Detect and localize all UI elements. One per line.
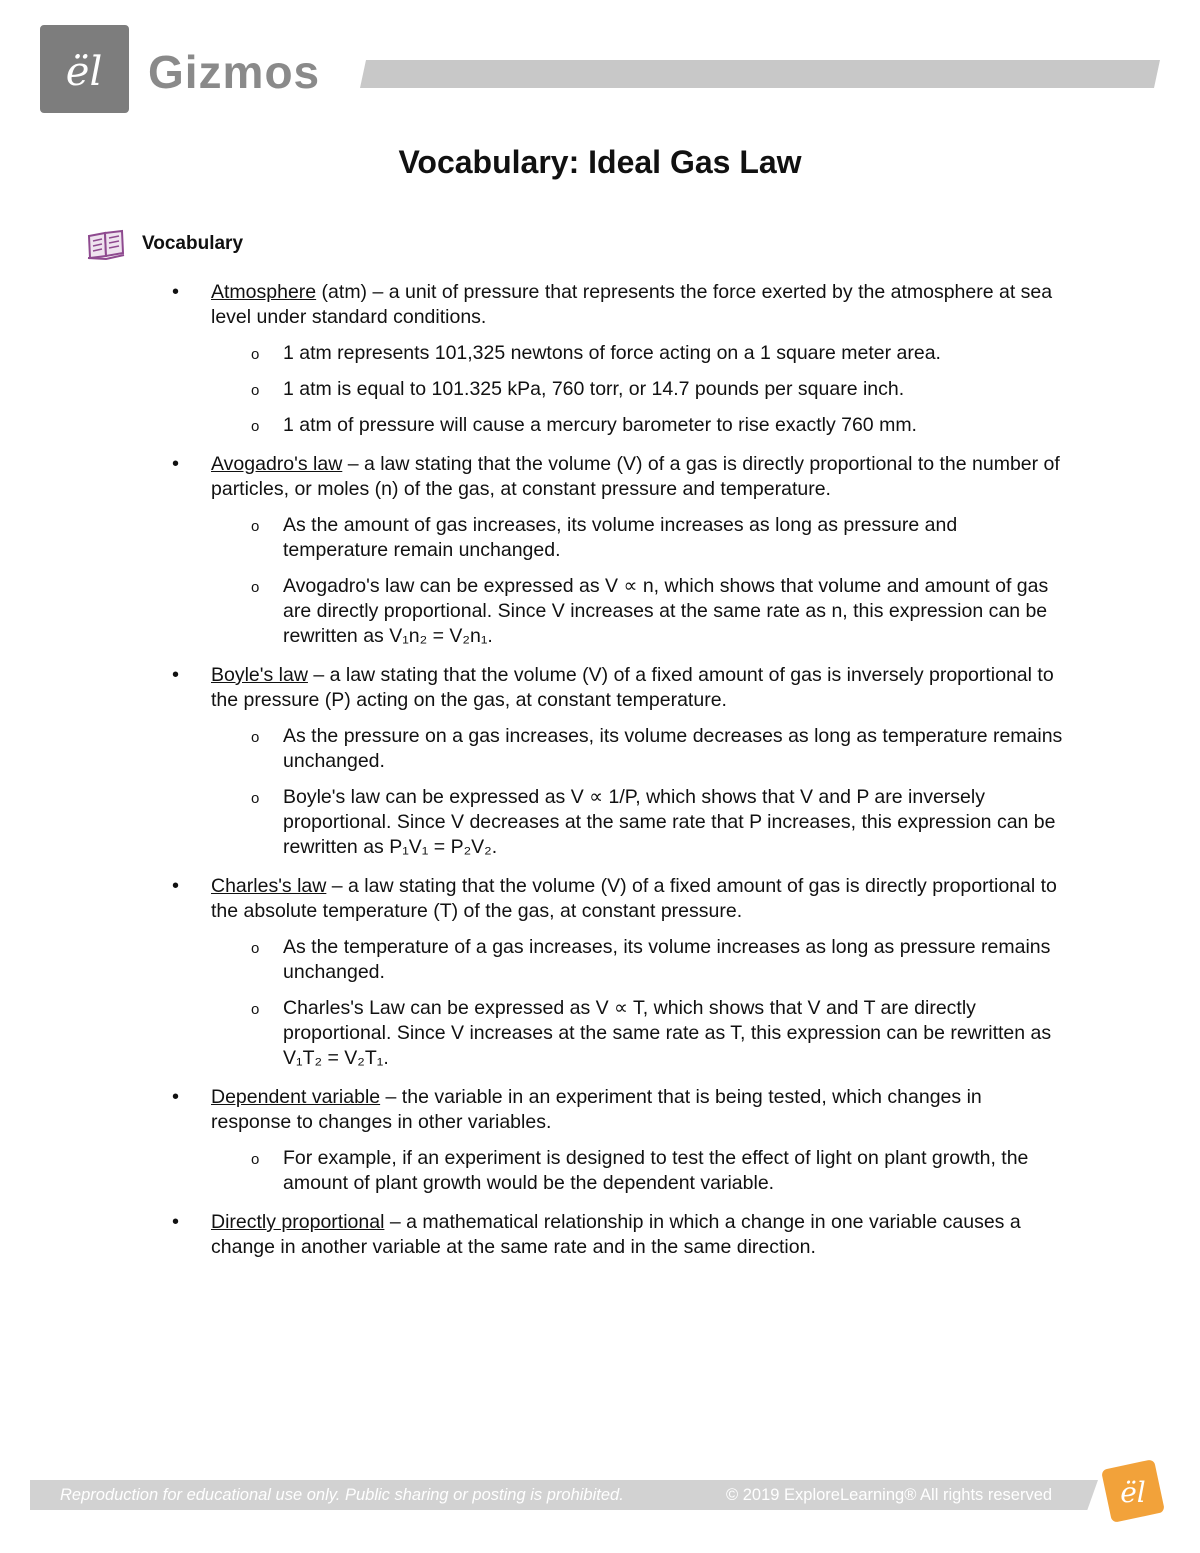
sub-bullet-marker: o xyxy=(251,518,260,535)
term-entry xyxy=(211,874,1061,924)
sub-list xyxy=(211,935,1061,1071)
term-name: Dependent variable xyxy=(211,1086,381,1108)
logo-glyph-text: ël xyxy=(65,49,103,95)
term-item xyxy=(0,1085,1061,1196)
vocabulary-list xyxy=(0,280,1200,1274)
sub-bullet-marker: o xyxy=(251,418,260,435)
sub-bullet-marker: o xyxy=(251,346,260,363)
sub-list-item xyxy=(211,1146,1063,1196)
sub-list-item xyxy=(211,377,1063,402)
sub-bullet-marker: o xyxy=(251,1001,260,1018)
sub-item-text: Avogadro's law can be expressed as V ∝ n, which shows that volume and amount of gas are directly proportional. Since V increases at the same rate as n, this expression can be rewritten as V₁n₂ = V₂n₁. xyxy=(283,575,1049,647)
sub-list xyxy=(211,341,1061,438)
footer-logo-icon xyxy=(1098,1458,1168,1526)
page-header xyxy=(0,0,1200,130)
term-entry xyxy=(211,452,1061,502)
term-name: Atmosphere xyxy=(211,281,317,303)
term-definition: – a mathematical relationship in which a change in one variable causes a change in another variable at the same rate and in the same direction. xyxy=(211,1211,1021,1258)
section-heading: Vocabulary xyxy=(142,233,244,254)
sub-item-text: 1 atm is equal to 101.325 kPa, 760 torr, or 14.7 pounds per square inch. xyxy=(283,378,905,400)
footer-notice: Reproduction for educational use only. Public sharing or posting is prohibited. xyxy=(60,1486,624,1504)
sub-item-text: Boyle's law can be expressed as V ∝ 1/P, which shows that V and P are inversely proportional. Since V decreases at the same rate that P increases, this expression can be rewritten as P₁V₁ = P₂V₂. xyxy=(283,786,1056,858)
vocabulary-section-header xyxy=(86,228,486,264)
sub-list-item xyxy=(211,341,1063,366)
term-item xyxy=(0,663,1061,860)
brand-name: Gizmos xyxy=(148,46,321,98)
sub-list-item xyxy=(211,935,1063,985)
sub-bullet-marker: o xyxy=(251,729,260,746)
term-entry xyxy=(211,1210,1061,1260)
sub-bullet-marker: o xyxy=(251,579,260,596)
sub-list-item xyxy=(211,574,1063,649)
term-name: Avogadro's law xyxy=(211,453,343,475)
bullet-marker: • xyxy=(172,1211,180,1233)
sub-list-item xyxy=(211,996,1063,1071)
sub-bullet-marker: o xyxy=(251,790,260,807)
footer-logo-glyph: ël xyxy=(1120,1476,1146,1509)
sub-list xyxy=(211,1146,1061,1196)
book-icon xyxy=(86,228,126,262)
bullet-marker: • xyxy=(172,875,180,897)
term-item xyxy=(0,452,1061,649)
term-entry xyxy=(211,663,1061,713)
page-footer xyxy=(30,1476,1120,1512)
bullet-marker: • xyxy=(172,281,180,303)
sub-list xyxy=(211,513,1061,649)
term-name: Boyle's law xyxy=(211,664,308,686)
sub-list-item xyxy=(211,724,1063,774)
sub-item-text: As the pressure on a gas increases, its volume decreases as long as temperature remains unchanged. xyxy=(283,725,1063,772)
sub-bullet-marker: o xyxy=(251,940,260,957)
term-item xyxy=(0,874,1061,1071)
sub-item-text: 1 atm of pressure will cause a mercury barometer to rise exactly 760 mm. xyxy=(283,414,917,436)
sub-item-text: For example, if an experiment is designed to test the effect of light on plant growth, the amount of plant growth would be the dependent variable. xyxy=(283,1147,1029,1194)
term-entry xyxy=(211,280,1061,330)
sub-bullet-marker: o xyxy=(251,382,260,399)
explorelearning-logo xyxy=(40,25,129,113)
bullet-marker: • xyxy=(172,1086,180,1108)
term-name: Charles's law xyxy=(211,875,327,897)
sub-item-text: As the amount of gas increases, its volume increases as long as pressure and temperature remain unchanged. xyxy=(283,514,958,561)
sub-item-text: 1 atm represents 101,325 newtons of force acting on a 1 square meter area. xyxy=(283,342,941,364)
sub-item-text: Charles's Law can be expressed as V ∝ T, which shows that V and T are directly proportional. Since V increases at the same rate as T, this expression can be rewritten as V₁T₂ = V₂T₁. xyxy=(283,997,1052,1069)
sub-list xyxy=(211,724,1061,860)
term-item xyxy=(0,1210,1061,1260)
term-definition: – the variable in an experiment that is being tested, which changes in response to changes in other variables. xyxy=(211,1086,982,1133)
page-title: Vocabulary: Ideal Gas Law xyxy=(398,144,802,180)
sub-bullet-marker: o xyxy=(251,1151,260,1168)
term-definition: – a law stating that the volume (V) of a gas is directly proportional to the number of particles, or moles (n) of the gas, at constant pressure and temperature. xyxy=(211,453,1060,500)
term-definition: – a law stating that the volume (V) of a fixed amount of gas is inversely proportional to the pressure (P) acting on the gas, at constant temperature. xyxy=(211,664,1054,711)
footer-copyright: © 2019 ExploreLearning® All rights reserved xyxy=(726,1486,1053,1504)
bullet-marker: • xyxy=(172,664,180,686)
term-item xyxy=(0,280,1061,438)
term-definition: (atm) – a unit of pressure that represents the force exerted by the atmosphere at sea level under standard conditions. xyxy=(211,281,1053,328)
sub-list-item xyxy=(211,413,1063,438)
explorelearning-logo-icon xyxy=(40,25,129,113)
term-entry xyxy=(211,1085,1061,1135)
header-decorative-bar xyxy=(360,60,1160,88)
sub-list-item xyxy=(211,785,1063,860)
term-name: Directly proportional xyxy=(211,1211,385,1233)
sub-item-text: As the temperature of a gas increases, its volume increases as long as pressure remains unchanged. xyxy=(283,936,1051,983)
term-definition: – a law stating that the volume (V) of a fixed amount of gas is directly proportional to the absolute temperature (T) of the gas, at constant pressure. xyxy=(211,875,1057,922)
sub-list-item xyxy=(211,513,1063,563)
bullet-marker: • xyxy=(172,453,180,475)
